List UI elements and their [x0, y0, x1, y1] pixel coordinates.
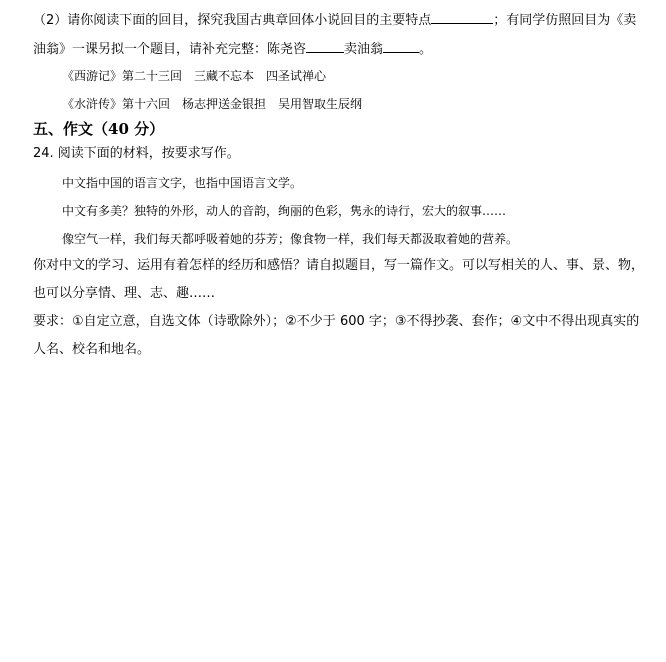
section-title: 五、作文（40 分）: [33, 120, 165, 138]
material-paragraph-1: 中文指中国的语言文字，也指中国语言文学。: [62, 176, 303, 190]
requirements-line-1: 要求：①自定立意，自选文体（诗歌除外）；②不少于 600 字；③不得抄袭、套作；④文中不得出现真实的: [33, 314, 640, 329]
example-chapter-title-1: 《西游记》第二十三回 三藏不忘本 四圣试禅心: [62, 69, 327, 83]
question-2-text-e: 。: [419, 42, 433, 57]
question-2-text-d: 卖油翁: [344, 42, 384, 57]
question-24-prompt: 24. 阅读下面的材料，按要求写作。: [33, 146, 240, 161]
material-paragraph-2: 中文有多美？独特的外形，动人的音韵，绚丽的色彩，隽永的诗行，宏大的叙事……: [62, 204, 507, 218]
task-line-1: 你对中文的学习、运用有着怎样的经历和感悟？请自拟题目，写一篇作文。可以写相关的人、事、景、物，: [33, 258, 645, 273]
question-2-text-c: 油翁》一课另拟一个题目，请补充完整：陈尧咨: [33, 42, 307, 57]
answer-blank-2: [306, 40, 344, 53]
example-chapter-title-2: 《水浒传》第十六回 杨志押送金银担 吴用智取生辰纲: [62, 97, 363, 111]
answer-blank-3: [383, 40, 419, 53]
task-line-2: 也可以分享情、理、志、趣……: [33, 286, 216, 301]
requirements-line-2: 人名、校名和地名。: [33, 342, 151, 357]
material-paragraph-3: 像空气一样，我们每天都呼吸着她的芬芳；像食物一样，我们每天都汲取着她的营养。: [62, 232, 519, 246]
answer-blank-1: [431, 11, 493, 24]
question-2-text-a: （2）请你阅读下面的回目，探究我国古典章回体小说回目的主要特点: [33, 13, 432, 28]
question-2-line-1: [33, 11, 636, 29]
question-2-text-b: ；有同学仿照回目为《卖: [493, 13, 637, 28]
question-2-line-2: [33, 40, 432, 58]
